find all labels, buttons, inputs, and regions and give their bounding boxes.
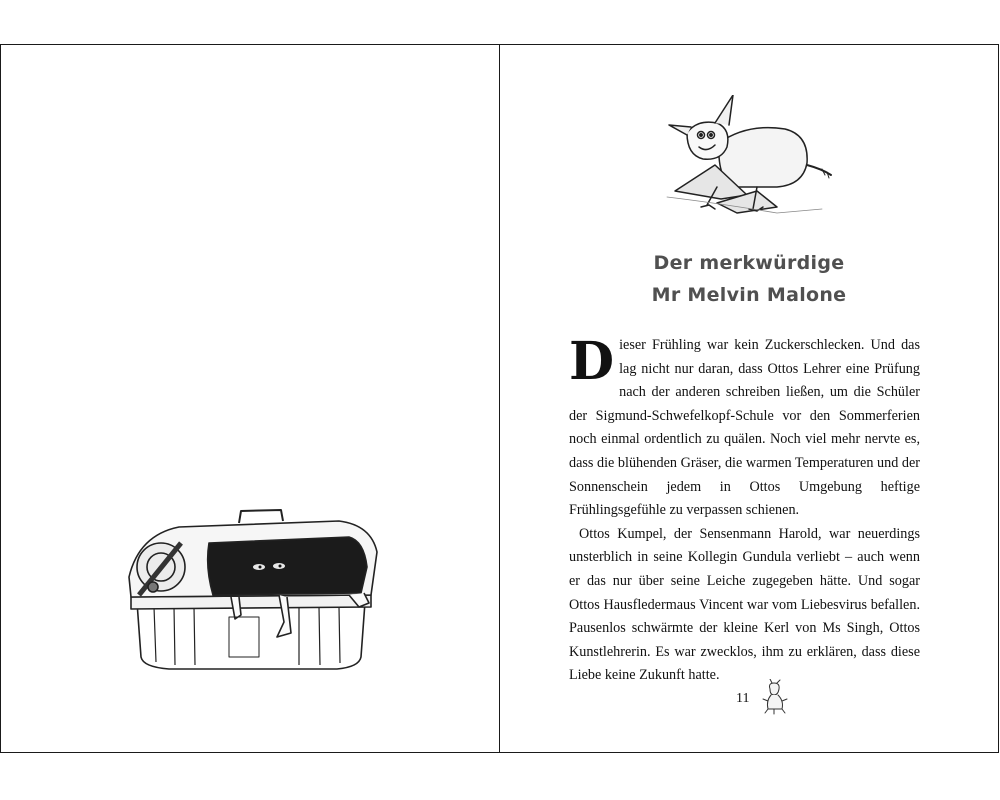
chapter-title bbox=[500, 247, 998, 311]
chapter-title-line-2: Mr Melvin Malone bbox=[651, 284, 847, 306]
book-spread bbox=[0, 44, 999, 753]
paragraph-1-text: ieser Frühling war kein Zuckerschlecken. Und das lag nicht nur daran, dass Ottos Lehrer eine Prüfung nach der anderen schreiben ließen, um die Schüler der Sigmund-Schwefelkopf-Schule vor den Sommerferien noch einmal ordentlich zu quälen. Noch viel mehr nervte es, dass die blühenden Gräser, die warmen Temperaturen und der Sonnenschein jedem in Ottos Umgebung heftige Frühlingsgefühle zu verpassen schienen. bbox=[569, 337, 920, 519]
paragraph-2: Ottos Kumpel, der Sensenmann Harold, war neuerdings unsterblich in seine Kollegin Gundula verliebt – auch wenn er das nur über seine Leiche zugegeben hätte. Und sogar Ottos Hausfledermaus Vincent war vom Liebesvirus befallen. Pausenlos schwärmte der kleine Kerl von Ms Singh, Ottos Kunstlehrerin. Es war zwecklos, ihm zu erklären, dass diese Liebe keine Zukunft hatte. bbox=[569, 525, 920, 684]
small-creature-illustration bbox=[762, 679, 788, 715]
left-page bbox=[1, 45, 499, 752]
paragraph-1 bbox=[569, 331, 920, 523]
right-page bbox=[500, 45, 998, 752]
drop-cap: D bbox=[569, 331, 615, 392]
page-number: 11 bbox=[736, 691, 750, 706]
chapter-body bbox=[569, 331, 920, 688]
trash-can-illustration bbox=[109, 507, 389, 672]
chapter-title-line-1: Der merkwürdige bbox=[653, 252, 845, 274]
bat-creature-illustration bbox=[657, 95, 837, 230]
